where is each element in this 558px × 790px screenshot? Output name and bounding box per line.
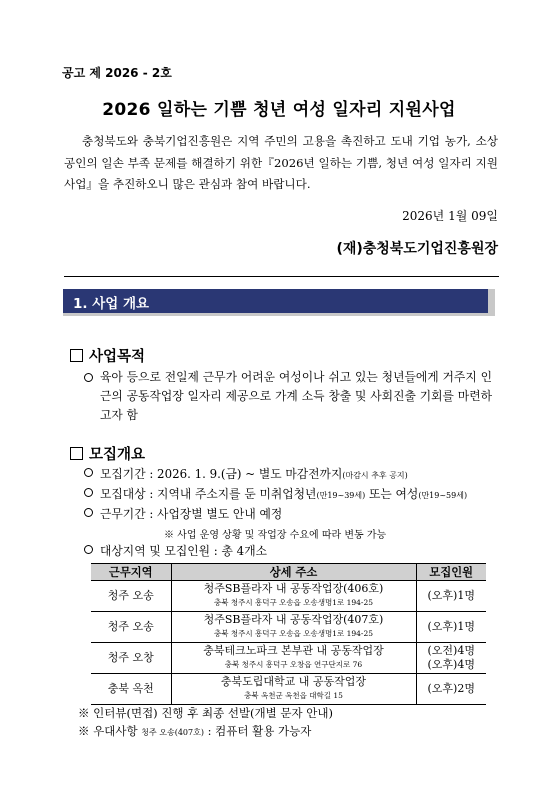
section-header	[63, 289, 495, 316]
region-cell: 충북 옥천	[91, 674, 171, 705]
address-main: 청주SB플라자 내 공동작업장(407호)	[203, 613, 384, 626]
region-cell: 청주 오송	[91, 612, 171, 643]
table-header: 상세 주소	[171, 564, 416, 581]
purpose-text: 육아 등으로 전일제 근무가 어려운 여성이나 쉬고 있는 청년들에게 거주지 인근의 공동작업장 일자리 제공으로 가계 소득 창출 및 사회진출 기회를 마련하고자 함	[100, 370, 492, 422]
recruit-heading-label: 모집개요	[89, 447, 146, 463]
issuer-name: (재)충청북도기업진흥원장	[336, 241, 498, 257]
divider	[64, 276, 499, 277]
table-row	[91, 612, 486, 643]
recruit-heading	[70, 443, 145, 464]
address-cell	[171, 581, 416, 612]
period-note: (마감시 추후 공지)	[342, 471, 408, 480]
address-cell	[171, 674, 416, 705]
period-label: 모집기간 : 2026. 1. 9.(금) ~ 별도 마감전까지	[100, 467, 343, 481]
bullet-circle-icon	[84, 508, 93, 517]
count-value: (오전)4명	[427, 644, 475, 657]
address-sub: 충북 청주시 흥덕구 오송읍 오송생명1로 194-25	[213, 598, 373, 607]
count-cell	[416, 643, 486, 674]
note-preference	[78, 723, 311, 739]
region-cell: 청주 오송	[91, 581, 171, 612]
preference-prefix: ※ 우대사항	[78, 724, 142, 738]
notice-number: 공고 제 2026 - 2호	[62, 66, 172, 80]
target-mid: 또는 여성	[365, 487, 419, 501]
recruit-area	[84, 542, 267, 561]
bullet-circle-icon	[84, 468, 93, 477]
intro-paragraph: 충청북도와 충북기업진흥원은 지역 주민의 고용을 촉진하고 도내 기업 농가, 소상공인의 일손 부족 문제를 해결하기 위한『2026년 일하는 기쁨, 청년 여성 일자리 지원사업』을 추진하오니 많은 관심과 참여 바랍니다.	[64, 134, 498, 191]
purpose-item	[84, 368, 492, 425]
address-sub: 충북 청주시 흥덕구 오송읍 오송생명1로 194-25	[213, 629, 373, 638]
table-header: 모집인원	[416, 564, 486, 581]
checkbox-square-icon	[70, 447, 83, 460]
region-cell: 청주 오창	[91, 643, 171, 674]
bullet-circle-icon	[84, 545, 93, 554]
address-cell	[171, 643, 416, 674]
table-header-row	[91, 564, 486, 581]
recruit-target	[84, 485, 467, 505]
work-note: ※ 사업 운영 상황 및 작업장 수요에 따라 변동 가능	[164, 530, 387, 541]
address-sub: 충북 옥천군 옥천읍 대학길 15	[244, 691, 343, 700]
preference-text: : 컴퓨터 활용 가능자	[203, 724, 312, 738]
recruit-period	[84, 465, 408, 485]
recruit-table	[91, 563, 486, 705]
notice-date: 2026년 1월 09일	[402, 209, 498, 223]
address-main: 충북도립대학교 내 공동작업장	[220, 675, 367, 688]
count-value: (오후)4명	[427, 658, 475, 671]
purpose-heading-label: 사업목적	[89, 349, 146, 365]
count-value: (오후)2명	[427, 682, 475, 695]
count-value: (오후)1명	[427, 620, 475, 633]
target-note-women: (만19~59세)	[418, 491, 468, 500]
table-header: 근무지역	[91, 564, 171, 581]
table-row	[91, 581, 486, 612]
count-cell	[416, 674, 486, 705]
purpose-heading	[70, 345, 145, 366]
checkbox-square-icon	[70, 349, 83, 362]
recruit-work-period	[84, 505, 282, 524]
bullet-circle-icon	[84, 373, 93, 382]
count-value: (오후)1명	[427, 589, 475, 602]
target-note-youth: (만19~39세)	[316, 491, 366, 500]
target-label: 모집대상 : 지역내 주소지를 둔 미취업청년	[100, 487, 317, 501]
table-row	[91, 643, 486, 674]
document-title: 2026 일하는 기쁨 청년 여성 일자리 지원사업	[102, 100, 456, 120]
address-sub: 충북 청주시 흥덕구 오창읍 연구단지로 76	[224, 660, 363, 669]
bullet-circle-icon	[84, 488, 93, 497]
count-cell	[416, 581, 486, 612]
count-cell	[416, 612, 486, 643]
address-main: 청주SB플라자 내 공동작업장(406호)	[203, 582, 384, 595]
preference-site: 청주 오송(407호)	[141, 728, 204, 737]
address-main: 충북테크노파크 본부관 내 공동작업장	[203, 644, 384, 657]
work-label: 근무기간 : 사업장별 별도 안내 예정	[100, 507, 283, 521]
address-cell	[171, 612, 416, 643]
section-title: 1. 사업 개요	[73, 296, 150, 312]
table-row	[91, 674, 486, 705]
note-interview: ※ 인터뷰(면접) 진행 후 최종 선발(개별 문자 안내)	[78, 706, 333, 720]
area-label: 대상지역 및 모집인원 : 총 4개소	[100, 544, 267, 558]
